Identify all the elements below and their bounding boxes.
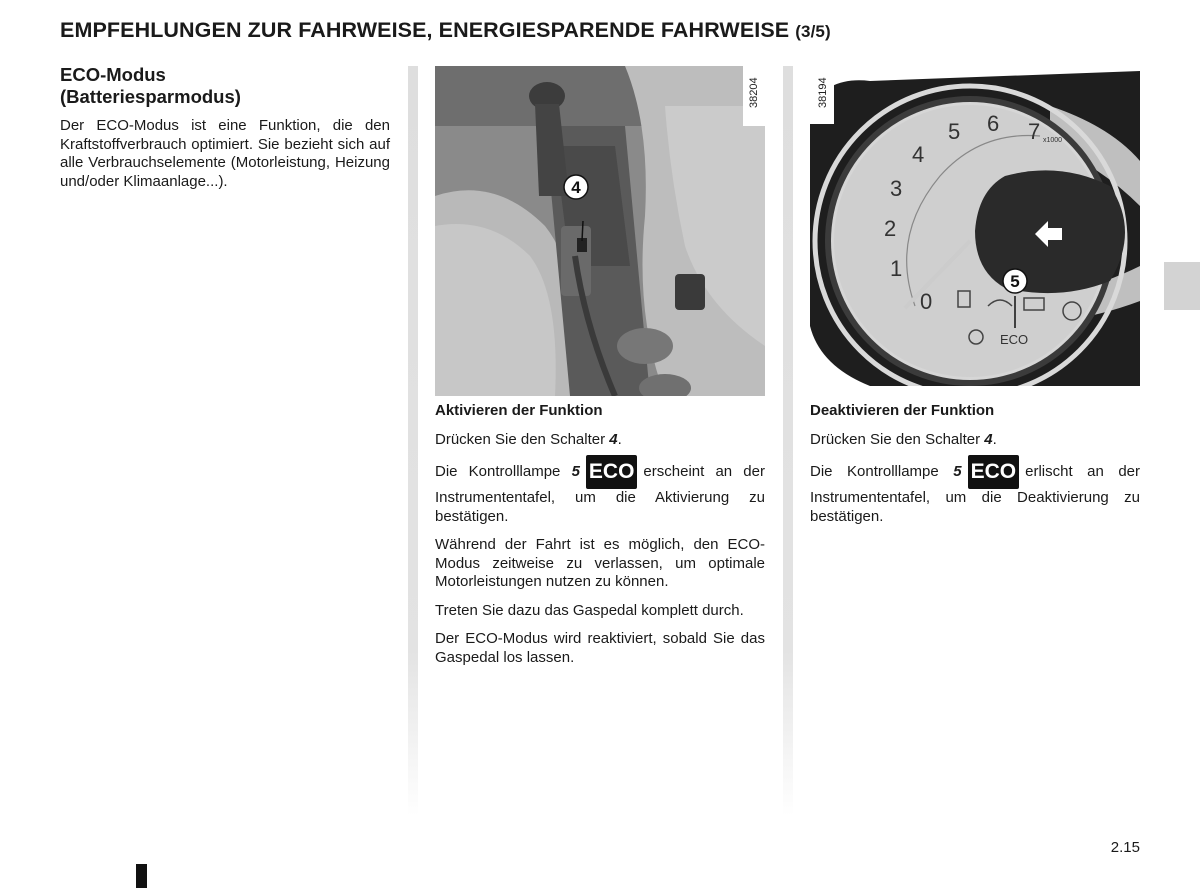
section-heading <box>60 64 390 108</box>
image-code-label: 38204 <box>748 77 760 108</box>
activate-step: Drücken Sie den Schalter 4. <box>435 430 622 448</box>
switch-ref: 4 <box>609 430 618 448</box>
temporary-exit-paragraph: Während der Fahrt ist es möglich, den ECO-Modus zeitweise zu verlassen, um optimale Motorleistungen nutzen zu können. <box>435 536 765 590</box>
left-column <box>60 64 390 201</box>
activate-indicator-paragraph: Die Kontrolllampe 5 ECO erscheint an der Instrumententafel, um die Aktivierung zu bestätigen. <box>435 455 765 526</box>
console-illustration <box>435 66 765 396</box>
section-heading-line1: ECO-Modus <box>60 64 166 85</box>
lamp-ref: 5 <box>953 462 962 480</box>
page-ref: (3/5) <box>795 22 831 41</box>
gauge-number: 5 <box>948 119 961 144</box>
deactivate-heading: Deaktivieren der Funktion <box>810 402 995 419</box>
switch-ref: 4 <box>984 430 993 448</box>
instrument-cluster-photo <box>810 66 1140 386</box>
instrument-cluster-illustration <box>810 66 1140 386</box>
gauge-number: 0 <box>920 289 933 314</box>
gauge-number: 3 <box>890 176 903 201</box>
image-code-label: 38194 <box>817 77 829 108</box>
section-heading-line2: (Batteriesparmodus) <box>60 86 241 107</box>
intro-paragraph: Der ECO-Modus ist eine Funktion, die den Kraftstoffverbrauch optimiert. Sie bezieht sich auf alle Verbrauchselemente (Motorleistung, Heizung und/oder Klimaanlage...). <box>60 117 390 190</box>
eco-badge: ECO <box>586 455 638 489</box>
callout-number: 4 <box>571 178 581 197</box>
chapter-tab-marker <box>1164 262 1200 310</box>
page-number: 2.15 <box>1110 839 1140 856</box>
eco-badge: ECO <box>968 455 1020 489</box>
gauge-unit: x1000 <box>1043 137 1063 144</box>
column-separator <box>408 66 418 816</box>
gauge-eco-label: ECO <box>1000 332 1029 347</box>
gauge-number: 2 <box>884 216 897 241</box>
callout-number: 5 <box>1010 272 1020 291</box>
title-text: EMPFEHLUNGEN ZUR FAHRWEISE, ENERGIESPARENDE FAHRWEISE <box>60 18 790 42</box>
deactivate-step: Drücken Sie den Schalter 4. <box>810 430 997 448</box>
lamp-ref: 5 <box>571 462 580 480</box>
page-title <box>60 18 831 43</box>
edge-bar <box>136 864 147 888</box>
accelerator-paragraph: Treten Sie dazu das Gaspedal komplett durch. <box>435 601 744 619</box>
console-photo <box>435 66 765 396</box>
right-column <box>810 402 1140 536</box>
column-separator <box>783 66 793 816</box>
gauge-number: 4 <box>912 142 925 167</box>
deactivate-indicator-paragraph: Die Kontrolllampe 5 ECO erlischt an der Instrumententafel, um die Deaktivierung zu bestätigen. <box>810 455 1140 526</box>
activate-heading: Aktivieren der Funktion <box>435 402 603 419</box>
reactivation-paragraph: Der ECO-Modus wird reaktiviert, sobald Sie das Gaspedal los lassen. <box>435 630 765 666</box>
middle-column <box>435 402 765 677</box>
gauge-number: 7 <box>1028 119 1041 144</box>
gauge-number: 6 <box>987 111 1000 136</box>
gauge-number: 1 <box>890 256 903 281</box>
